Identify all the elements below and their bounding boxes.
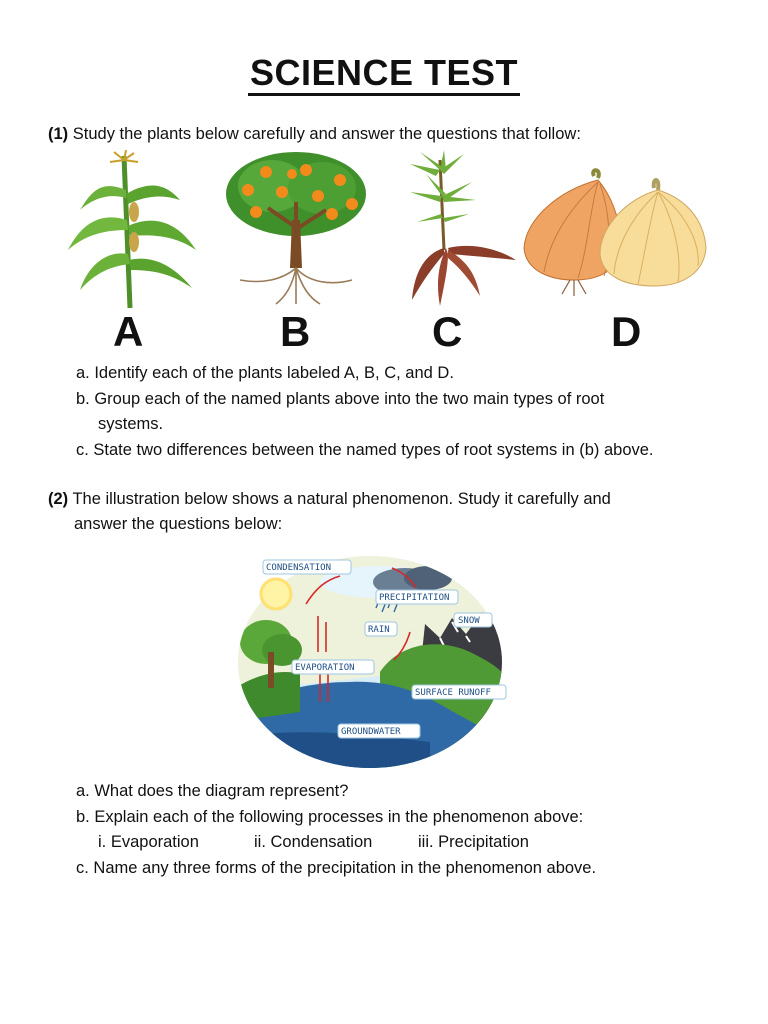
plant-label-a: A [113,308,144,355]
label-condensation: CONDENSATION [266,563,332,573]
question-1-items [76,361,654,463]
q1-item-b: b. Group each of the named plants above into the two main types of root [76,389,605,408]
subitem-evaporation: i. Evaporation [98,833,199,851]
cassava-plant-illustration [404,150,520,308]
label-surface-runoff: SURFACE RUNOFF [415,688,491,698]
subitem-precipitation: iii. Precipitation [418,833,529,851]
plant-label-d: D [611,308,642,355]
page-title: SCIENCE TEST [0,52,768,94]
question-2-prompt [48,487,611,537]
label-groundwater: GROUNDWATER [341,727,401,737]
subitem-condensation: ii. Condensation [254,833,373,851]
onion-illustration [520,168,710,300]
q2-item-c: c. Name any three forms of the precipitation in the phenomenon above. [76,858,597,877]
orange-tree-illustration [222,150,370,308]
question-number: (1) [48,125,69,143]
label-precipitation: PRECIPITATION [379,593,450,603]
question-2-items [76,779,596,881]
question-number: (2) [48,490,69,508]
q1-item-a: a. Identify each of the plants labeled A, B, C, and D. [76,364,454,382]
q2-item-b: b. Explain each of the following processes in the phenomenon above: [76,807,584,826]
plant-label-c: C [432,308,463,355]
q2-item-b-subitems [76,830,596,856]
question-text: Study the plants below carefully and answer the questions that follow: [72,125,581,143]
question-text: The illustration below shows a natural phenomenon. Study it carefully and [72,490,611,508]
question-text-continued: answer the questions below: [74,515,283,533]
label-rain: RAIN [368,625,390,635]
label-evaporation: EVAPORATION [295,663,355,673]
q1-item-c: c. State two differences between the named types of root systems in (b) above. [76,440,654,459]
label-snow: SNOW [458,616,480,626]
q2-item-a: a. What does the diagram represent? [76,782,349,800]
plant-labels [0,308,768,356]
question-1-prompt [48,122,581,147]
maize-plant-illustration [62,150,202,308]
plant-label-b: B [280,308,311,355]
q1-item-b-continued: systems. [98,415,164,433]
water-cycle-diagram [230,542,510,768]
